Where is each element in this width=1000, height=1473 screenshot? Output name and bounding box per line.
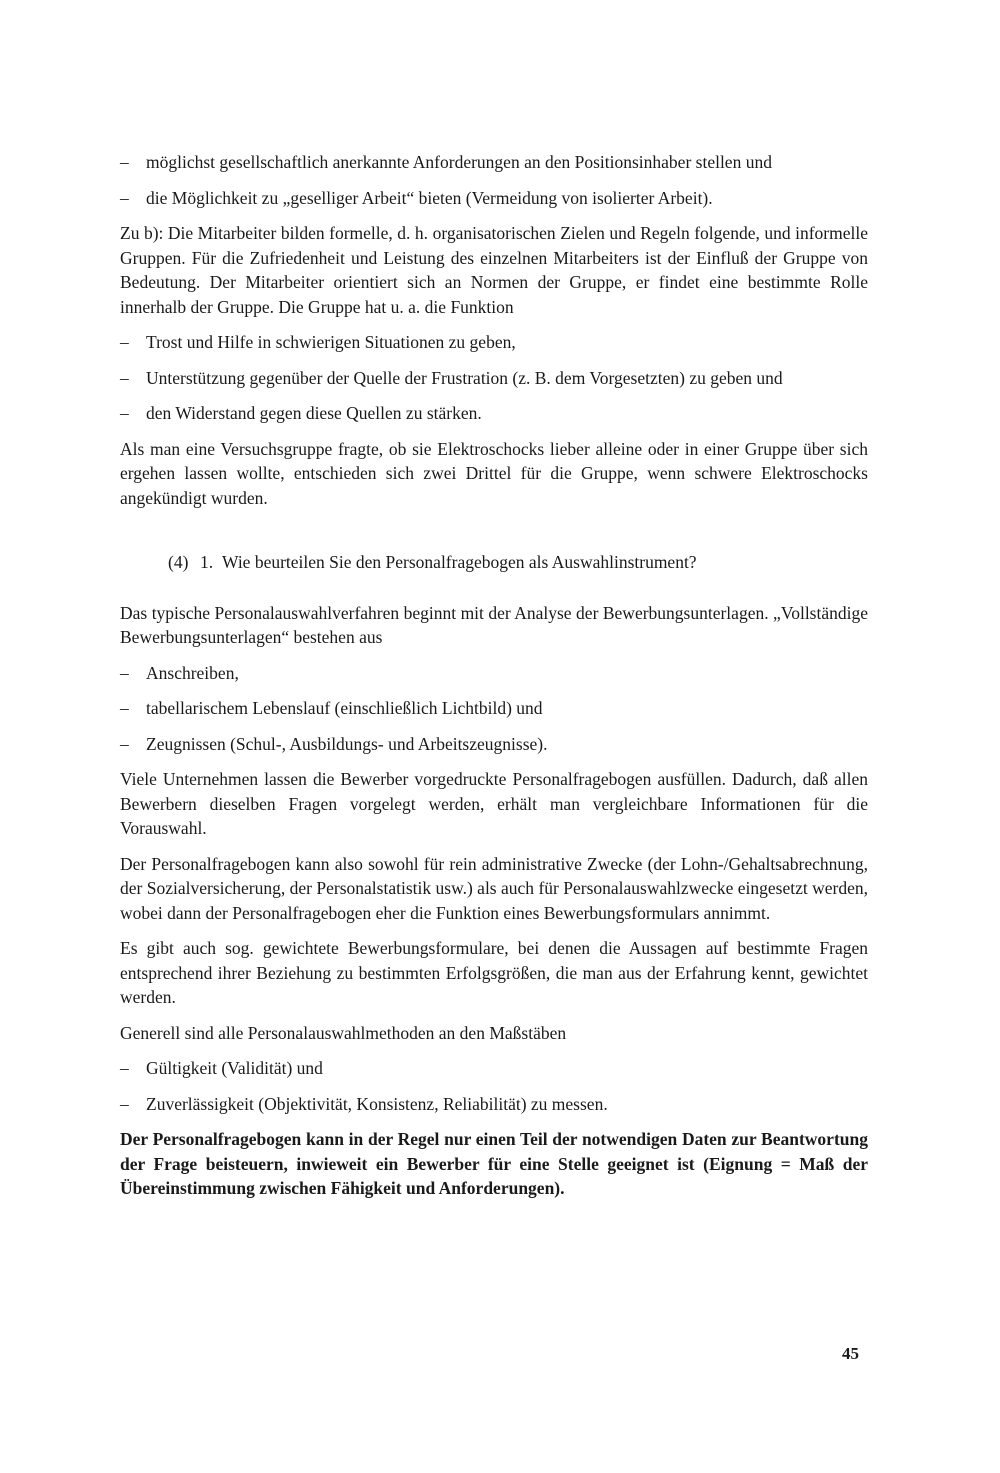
paragraph-personalauswahl: Das typische Personalauswahlverfahren beginnt mit der Analyse der Bewerbungsunterlagen. „Vollständige Bewerbungsunterlagen“ bestehen aus bbox=[120, 602, 868, 647]
dash-item-anforderungen: – möglichst gesellschaftlich anerkannte Anforderungen an den Positionsinhaber stellen und bbox=[120, 150, 868, 175]
paragraph-gruppen: Zu b): Die Mitarbeiter bilden formelle, d. h. organisatorischen Zielen und Regeln folgende, und informelle Gruppen. Für die Zufriedenheit und Leistung des einzelnen Mitarbeiters ist der Einfluß der Gruppe von Bedeutung. Der Mitarbeiter orientiert sich an Normen der Gruppe, er findet eine bestimmte Rolle innerhalb der Gruppe. Die Gruppe hat u. a. die Funktion bbox=[120, 223, 868, 317]
dash-item-gesellige-arbeit: – die Möglichkeit zu „geselliger Arbeit“ bieten (Vermeidung von isolierter Arbeit). bbox=[120, 186, 868, 211]
dash-item-gueltigkeit: – Gültigkeit (Validität) und bbox=[120, 1056, 868, 1081]
question-number: (4) bbox=[168, 552, 189, 572]
dash-item-anschreiben: – Anschreiben, bbox=[120, 661, 868, 686]
paragraph-vorauswahl: Viele Unternehmen lassen die Bewerber vorgedruckte Personalfragebogen ausfüllen. Dadurch, daß allen Bewerbern dieselben Fragen vorgelegt werden, erhält man vergleichbare Informationen für die Vorauswahl. bbox=[120, 769, 868, 838]
paragraph-massstaebe: Generell sind alle Personalauswahlmethoden an den Maßstäben bbox=[120, 1022, 567, 1043]
dash-item-zeugnisse: – Zeugnissen (Schul-, Ausbildungs- und Arbeitszeugnisse). bbox=[120, 732, 868, 757]
dash-item-lebenslauf: – tabellarischem Lebenslauf (einschließlich Lichtbild) und bbox=[120, 696, 868, 721]
page-number: 45 bbox=[842, 1344, 859, 1363]
paragraph-gewichtete-formulare: Es gibt auch sog. gewichtete Bewerbungsformulare, bei denen die Aussagen auf bestimmte Fragen entsprechend ihrer Beziehung zu bestimmten Erfolgsgrößen, die man aus der Erfahrung kennt, gewichtet werden. bbox=[120, 938, 868, 1007]
dash-item-zuverlaessigkeit: – Zuverlässigkeit (Objektivität, Konsistenz, Reliabilität) zu messen. bbox=[120, 1092, 868, 1117]
dash-item-trost: – Trost und Hilfe in schwierigen Situationen zu geben, bbox=[120, 330, 868, 355]
question-heading bbox=[168, 550, 868, 575]
dash-item-unterstuetzung: – Unterstützung gegenüber der Quelle der Frustration (z. B. dem Vorgesetzten) zu geben und bbox=[120, 366, 868, 391]
paragraph-zwecke: Der Personalfragebogen kann also sowohl für rein administrative Zwecke (der Lohn-/Gehaltsabrechnung, der Sozialversicherung, der Personalstatistik usw.) als auch für Personalauswahlzwecke eingesetzt werden, wobei dann der Personalfragebogen eher die Funktion eines Bewerbungsformulars annimmt. bbox=[120, 853, 868, 923]
paragraph-eignung: Der Personalfragebogen kann in der Regel nur einen Teil der notwendigen Daten zur Beantwortung der Frage beisteuern, inwieweit ein Bewerber für eine Stelle geeignet ist (Eignung = Maß der Übereinstimmung zwischen Fähigkeit und Anforderungen). bbox=[120, 1129, 868, 1198]
page-body bbox=[120, 150, 868, 1212]
question-text: Wie beurteilen Sie den Personalfragebogen als Auswahlinstrument? bbox=[222, 552, 697, 572]
paragraph-elektroschocks: Als man eine Versuchsgruppe fragte, ob sie Elektroschocks lieber alleine oder in einer Gruppe über sich ergehen lassen wollte, entschieden sich zwei Drittel für die Gruppe, wenn schwere Elektroschocks angekündigt wurden. bbox=[120, 438, 868, 508]
question-subnumber: 1. bbox=[200, 552, 214, 572]
dash-item-widerstand: – den Widerstand gegen diese Quellen zu stärken. bbox=[120, 401, 868, 426]
